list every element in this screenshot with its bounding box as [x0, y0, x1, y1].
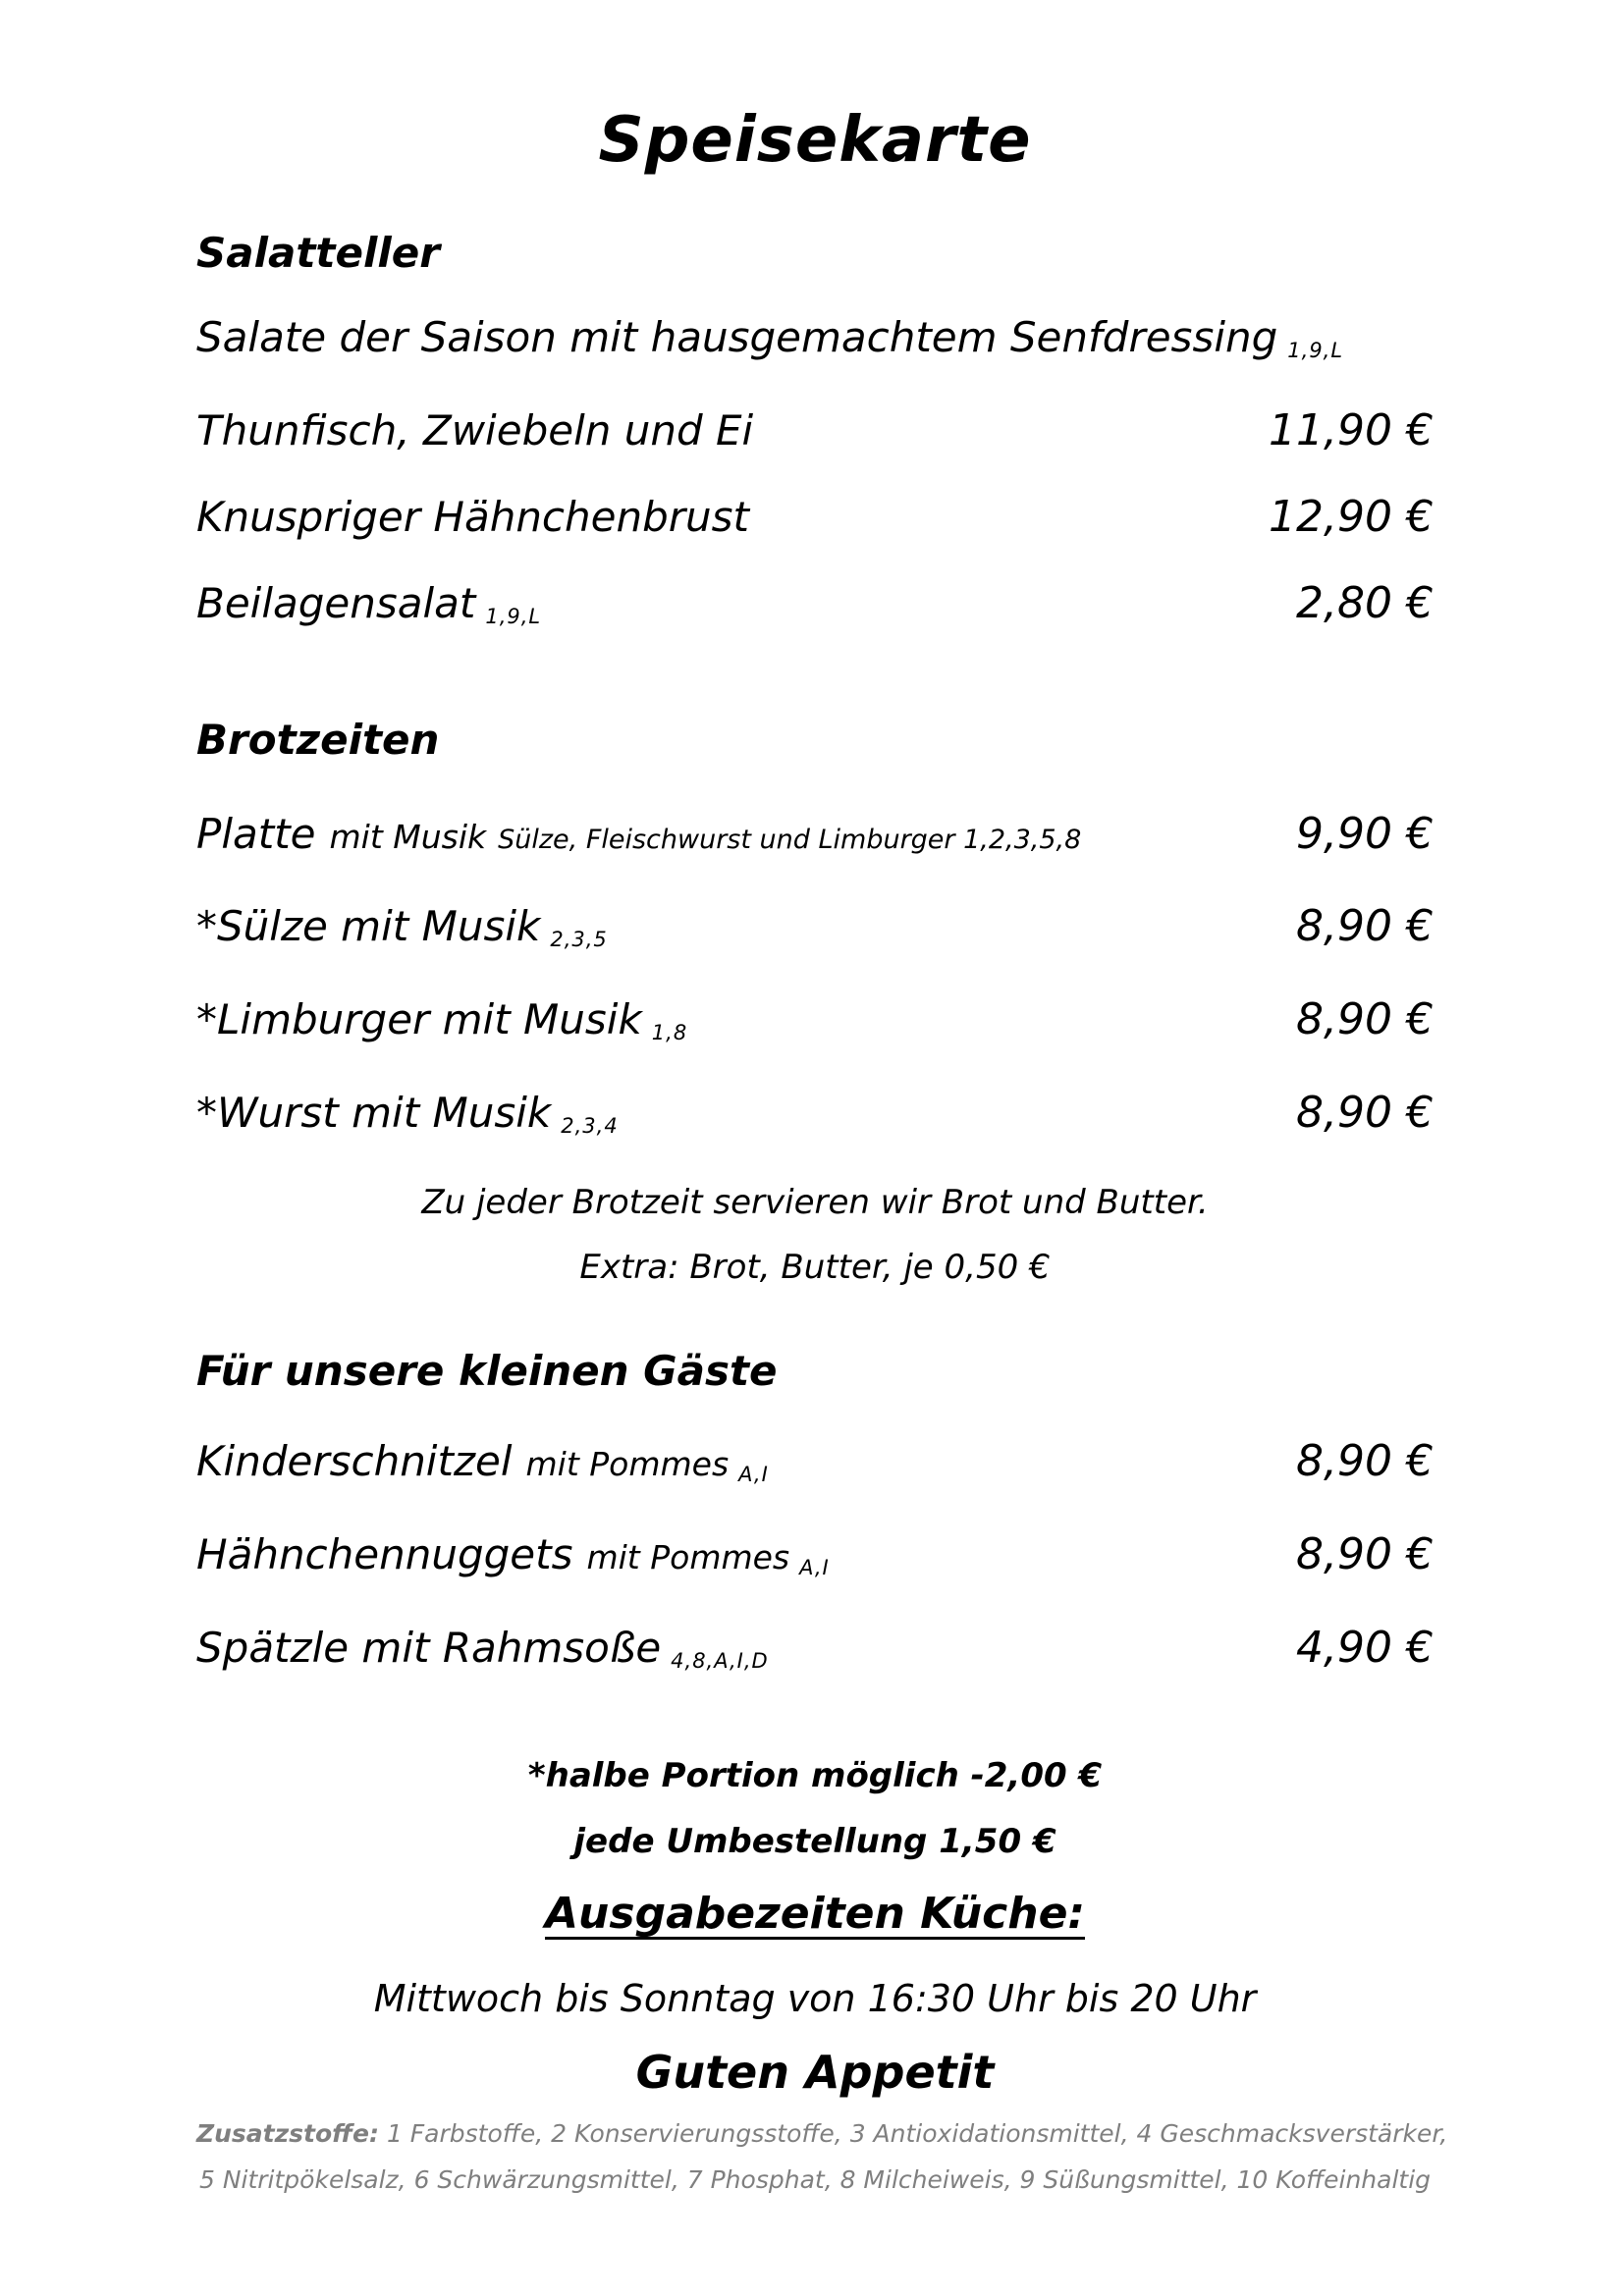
item-name	[196, 405, 753, 456]
allergen-code: A,I	[738, 1463, 769, 1486]
section-heading-brotzeiten: Brotzeiten	[196, 716, 440, 764]
allergen-code: A,I	[799, 1556, 830, 1579]
menu-item-platte	[196, 809, 1434, 866]
brotzeit-note: Zu jeder Brotzeit servieren wir Brot und Butter.	[421, 1183, 1209, 1222]
menu-item-haehnchenbrust	[196, 492, 1434, 543]
item-name-text: Spätzle mit Rahmsoße	[196, 1624, 662, 1672]
menu-item-haehnchennuggets	[196, 1529, 1434, 1587]
item-name	[196, 578, 541, 636]
item-name	[196, 1623, 769, 1681]
item-price: 8,90 €	[1296, 1529, 1434, 1579]
additives-footer	[196, 2117, 1448, 2197]
allergen-code: 1,9,L	[1287, 339, 1344, 362]
item-name	[196, 1529, 830, 1587]
menu-item-suelze	[196, 901, 1434, 959]
item-name-text: *Limburger mit Musik	[196, 995, 642, 1043]
item-name	[196, 492, 749, 543]
item-subtitle: mit Pommes	[586, 1538, 790, 1576]
item-name-text: *Sülze mit Musik	[196, 902, 541, 950]
brotzeit-notes	[196, 1181, 1434, 1289]
item-name	[196, 1088, 619, 1146]
kitchen-hours: Mittwoch bis Sonntag von 16:30 Uhr bis 20 Uhr	[373, 1977, 1257, 2020]
allergen-code: 2,3,5	[550, 928, 608, 951]
additives-line1	[196, 2117, 1448, 2151]
reorder-note: jede Umbestellung 1,50 €	[573, 1822, 1056, 1861]
menu-item-thunfisch	[196, 405, 1434, 456]
menu-item-wurst	[196, 1088, 1434, 1146]
menu-item-limburger	[196, 994, 1434, 1052]
item-name-text: Beilagensalat	[196, 579, 476, 627]
additives-line2: 5 Nitritpökelsalz, 6 Schwärzungsmittel, 7 Phosphat, 8 Milcheiweis, 9 Süßungsmittel, 10 Koffeinhaltig	[198, 2165, 1432, 2194]
item-price: 4,90 €	[1296, 1623, 1434, 1673]
additives-line1-text: 1 Farbstoffe, 2 Konservierungsstoffe, 3 Antioxidationsmittel, 4 Geschmacksverstärker,	[386, 2119, 1448, 2148]
section-heading-kinder: Für unsere kleinen Gäste	[196, 1347, 778, 1395]
allergen-code: 1,8	[651, 1021, 688, 1044]
farewell: Guten Appetit	[635, 2046, 995, 2099]
item-price: 2,80 €	[1296, 578, 1434, 628]
item-subtitle: mit Musik	[329, 818, 487, 856]
item-name-text: Hähnchennuggets	[196, 1530, 573, 1578]
half-portion-note: *halbe Portion möglich -2,00 €	[527, 1756, 1103, 1795]
section-kinder	[196, 1346, 1434, 1681]
item-price: 8,90 €	[1296, 1436, 1434, 1486]
allergen-code: 2,3,4	[561, 1114, 619, 1138]
menu-item-kinderschnitzel	[196, 1436, 1434, 1494]
kitchen-hours-heading: Ausgabezeiten Küche:	[545, 1889, 1085, 1939]
section-salatteller	[196, 228, 1434, 636]
allergen-code: 4,8,A,I,D	[671, 1649, 769, 1673]
item-name	[196, 809, 1081, 866]
item-name-text: Platte	[196, 810, 316, 858]
section-brotzeiten	[196, 715, 1434, 1289]
item-name-text: Knuspriger Hähnchenbrust	[196, 493, 750, 541]
closing-block	[196, 1754, 1434, 2101]
item-price: 8,90 €	[1296, 994, 1434, 1044]
item-price: 12,90 €	[1269, 492, 1434, 542]
item-name	[196, 312, 1343, 370]
section-heading-salatteller: Salatteller	[196, 229, 440, 277]
item-name-text: Salate der Saison mit hausgemachtem Senfdressing	[196, 313, 1278, 361]
menu-item-spaetzle	[196, 1623, 1434, 1681]
item-price: 11,90 €	[1269, 405, 1434, 455]
item-price: 9,90 €	[1296, 809, 1434, 859]
item-subtitle: mit Pommes	[525, 1445, 730, 1483]
item-name	[196, 1436, 769, 1494]
item-name-text: *Wurst mit Musik	[196, 1089, 552, 1137]
item-name-text: Kinderschnitzel	[196, 1437, 513, 1485]
item-price: 8,90 €	[1296, 1088, 1434, 1138]
menu-item-salate-der-saison	[196, 312, 1434, 370]
menu-title: Speisekarte	[598, 104, 1032, 177]
menu-item-beilagensalat	[196, 578, 1434, 636]
item-detail: Sülze, Fleischwurst und Limburger 1,2,3,5,8	[498, 825, 1082, 855]
additives-label: Zusatzstoffe:	[196, 2119, 379, 2148]
item-name	[196, 994, 687, 1052]
item-name	[196, 901, 608, 959]
item-price: 8,90 €	[1296, 901, 1434, 951]
allergen-code: 1,9,L	[485, 605, 542, 628]
extra-note: Extra: Brot, Butter, je 0,50 €	[579, 1248, 1051, 1287]
item-name-text: Thunfisch, Zwiebeln und Ei	[196, 406, 754, 454]
